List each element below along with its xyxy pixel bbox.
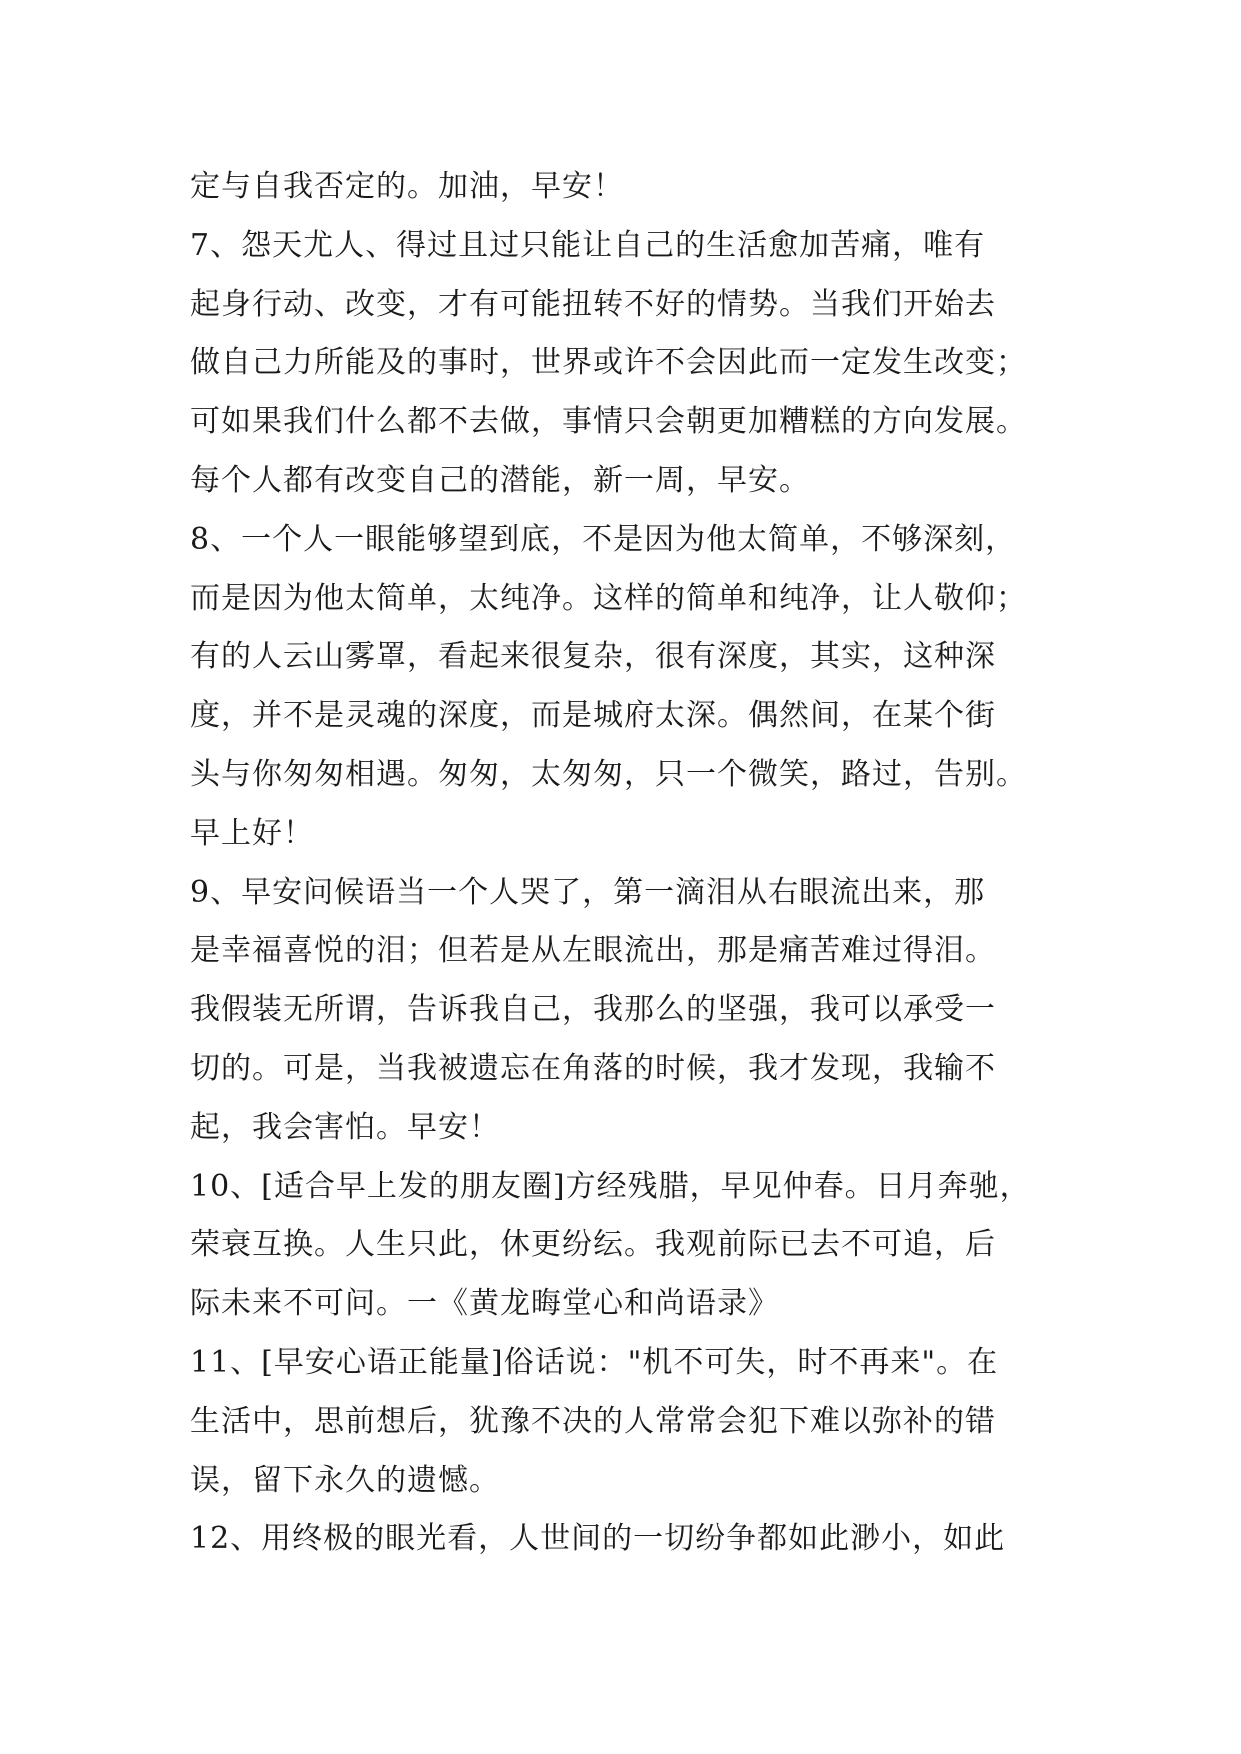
text-line: 荣衰互换。人生只此，休更纷纭。我观前际已去不可追，后 — [190, 1227, 996, 1263]
text-line: 际未来不可问。一《黄龙晦堂心和尚语录》 — [190, 1286, 779, 1322]
text-line: 11、[早安心语正能量]俗话说："机不可失，时不再来"。在 — [190, 1344, 999, 1380]
text-line: 是幸福喜悦的泪；但若是从左眼流出，那是痛苦难过得泪。 — [190, 933, 996, 969]
text-line: 10、[适合早上发的朋友圈]方经残腊，早见仲春。日月奔驰， — [190, 1168, 1031, 1204]
text-line: 早上好！ — [190, 815, 314, 851]
text-line: 误，留下永久的遗憾。 — [190, 1462, 500, 1498]
text-line: 起身行动、改变，才有可能扭转不好的情势。当我们开始去 — [190, 286, 996, 322]
text-line: 而是因为他太简单，太纯净。这样的简单和纯净，让人敬仰； — [190, 580, 1027, 616]
text-line: 12、用终极的眼光看，人世间的一切纷争都如此渺小，如此 — [190, 1521, 1006, 1557]
text-line: 做自己力所能及的事时，世界或许不会因此而一定发生改变； — [190, 345, 1027, 381]
text-line: 切的。可是，当我被遗忘在角落的时候，我才发现，我输不 — [190, 1050, 996, 1086]
text-line: 头与你匆匆相遇。匆匆，太匆匆，只一个微笑，路过，告别。 — [190, 756, 1027, 792]
text-line: 定与自我否定的。加油，早安！ — [190, 169, 624, 204]
text-line: 有的人云山雾罩，看起来很复杂，很有深度，其实，这种深 — [190, 639, 996, 675]
document-body — [190, 158, 1070, 1569]
text-line: 每个人都有改变自己的潜能，新一周，早安。 — [190, 462, 810, 498]
text-line: 我假装无所谓，告诉我自己，我那么的坚强，我可以承受一 — [190, 992, 996, 1028]
text-line: 度，并不是灵魂的深度，而是城府太深。偶然间，在某个街 — [190, 698, 996, 734]
text-line: 可如果我们什么都不去做，事情只会朝更加糟糕的方向发展。 — [190, 404, 1027, 440]
text-line: 起，我会害怕。早安！ — [190, 1109, 500, 1145]
text-line: 8、一个人一眼能够望到底，不是因为他太简单，不够深刻， — [190, 521, 1017, 557]
text-line: 7、怨天尤人、得过且过只能让自己的生活愈加苦痛，唯有 — [190, 227, 986, 263]
text-line: 9、早安问候语当一个人哭了，第一滴泪从右眼流出来，那 — [190, 874, 986, 910]
text-line: 生活中，思前想后，犹豫不决的人常常会犯下难以弥补的错 — [190, 1403, 996, 1439]
